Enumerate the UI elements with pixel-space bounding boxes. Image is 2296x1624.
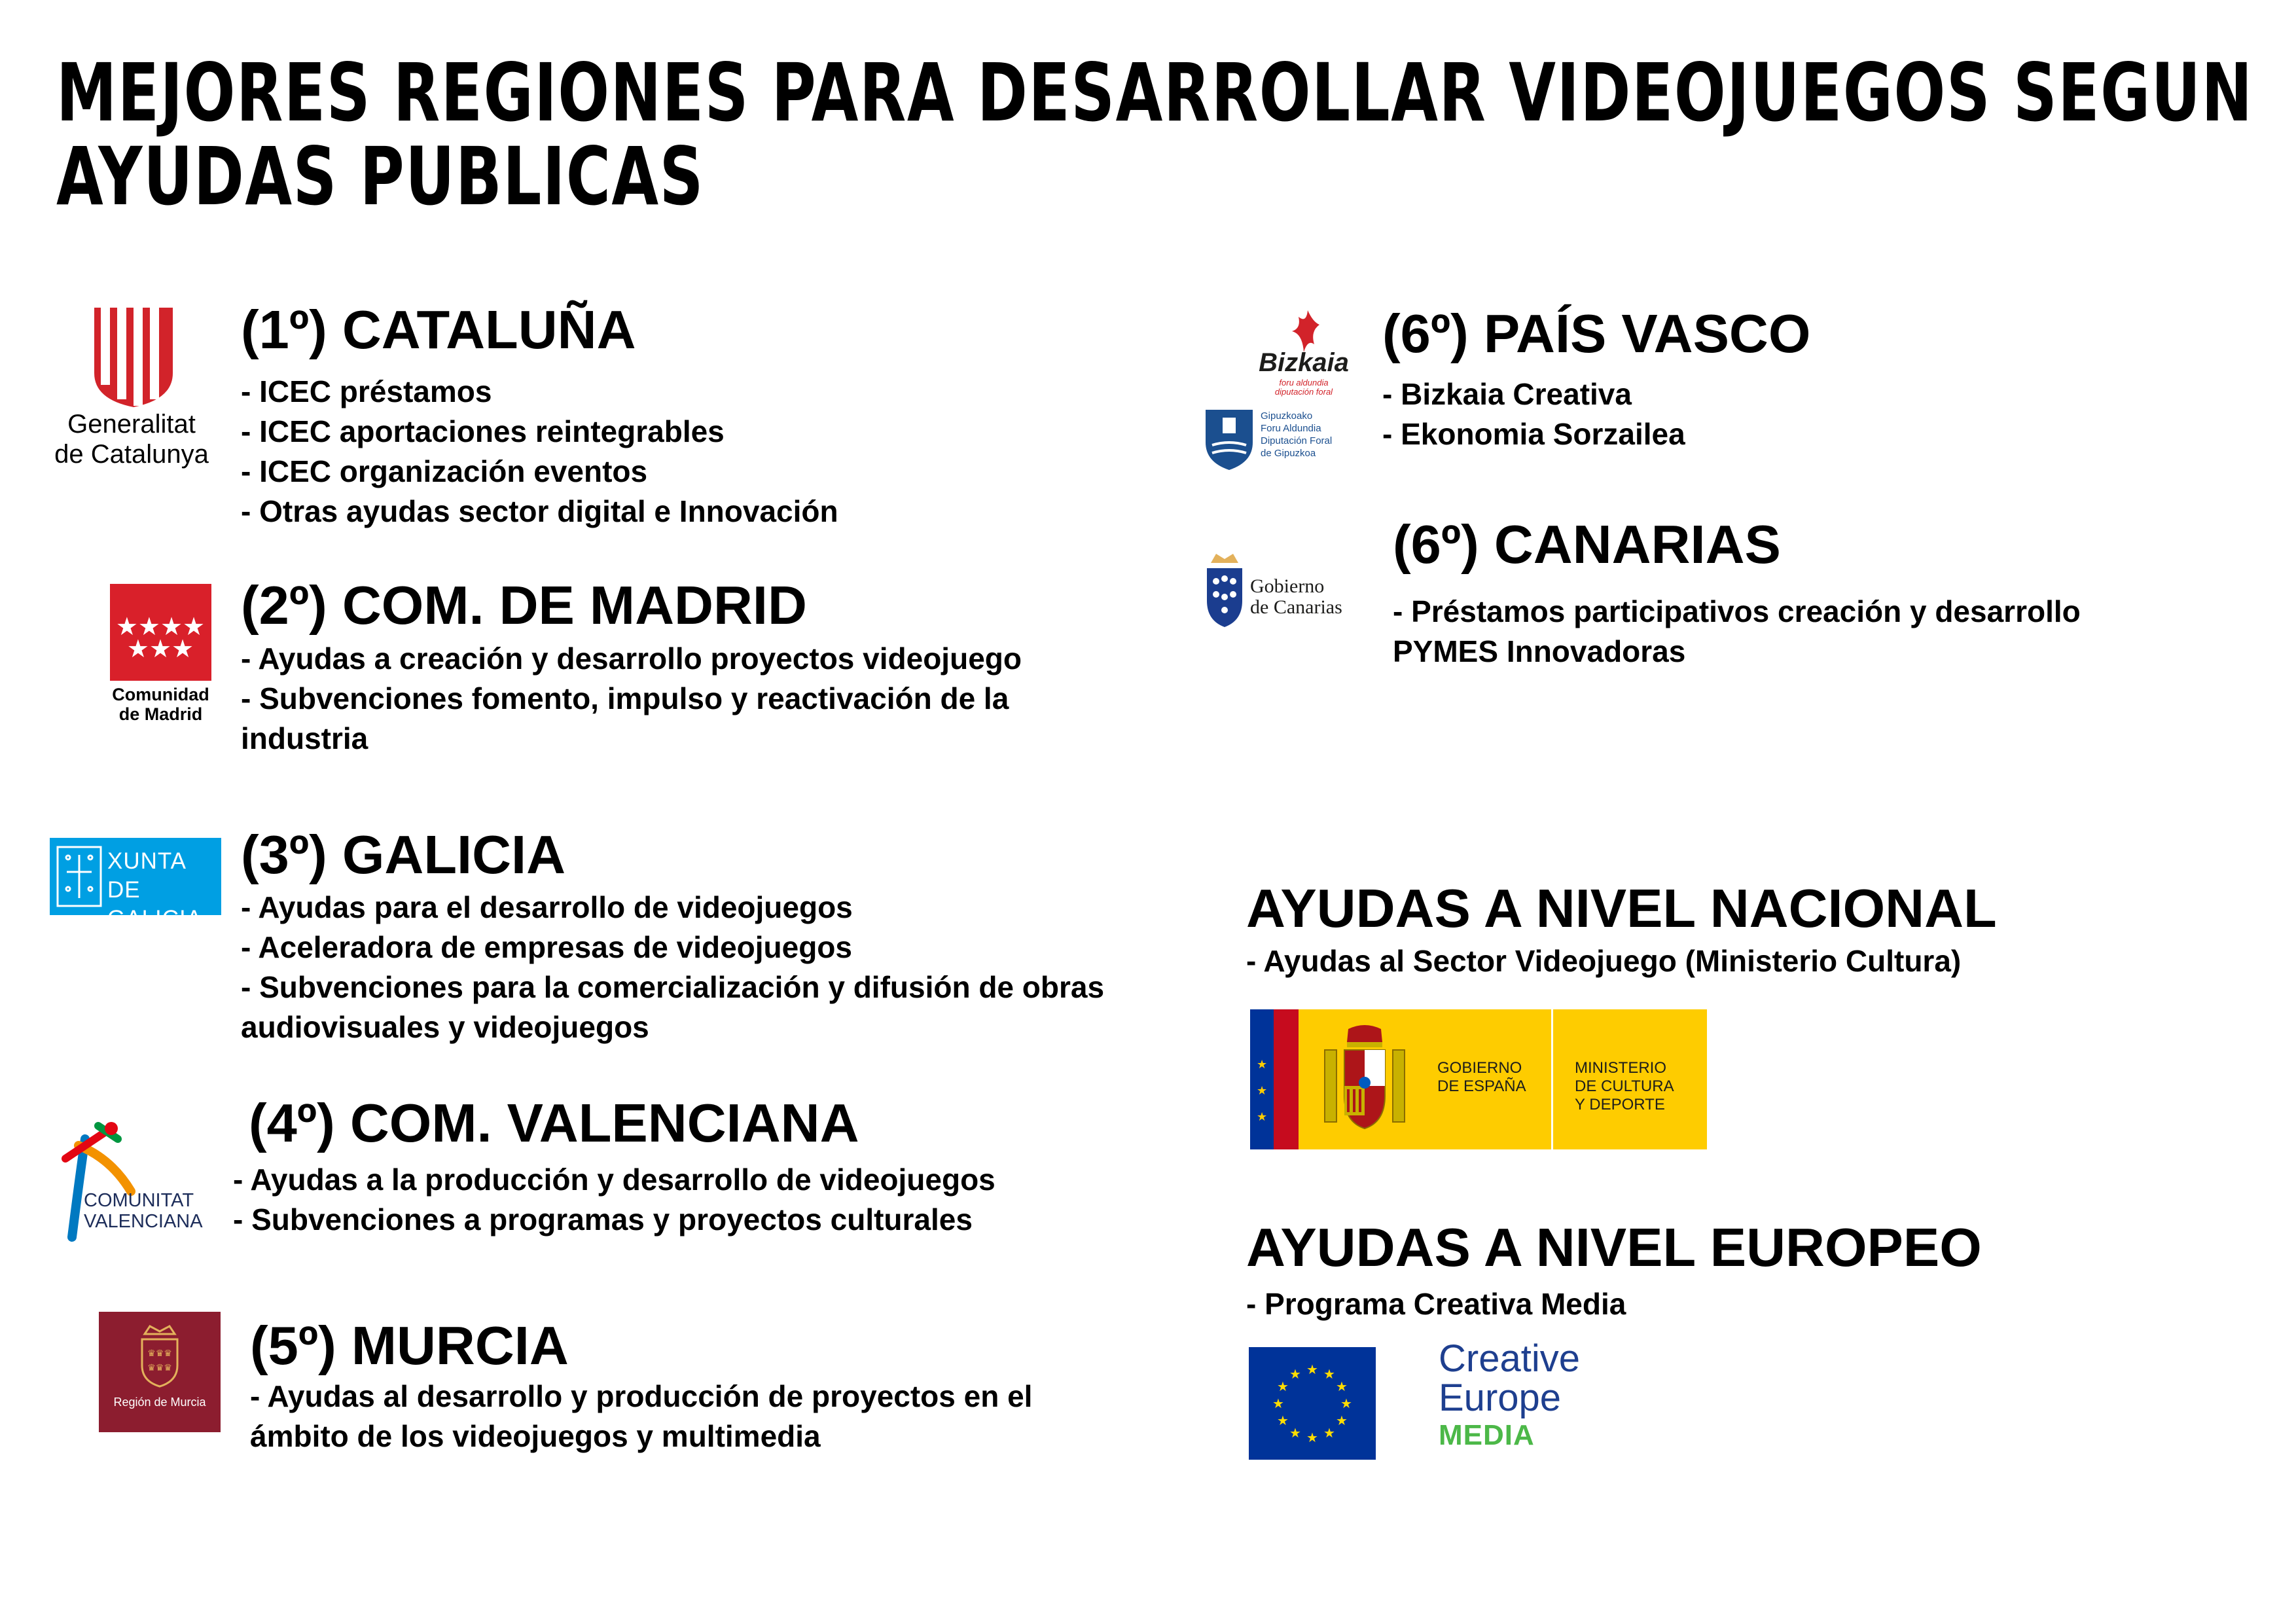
- eu-star: ★: [1289, 1425, 1301, 1441]
- canarias-logo-line-2: de Canarias: [1250, 596, 1342, 618]
- list-item: - ICEC aportaciones reintegrables: [241, 414, 725, 448]
- galicia-logo: [50, 838, 221, 931]
- list-item: - Ayudas al Sector Videojuego (Ministerio Cultura): [1246, 944, 1962, 978]
- region-items-murcia: [250, 1377, 1127, 1456]
- spain-flag-stripe: [1250, 1009, 1274, 1149]
- region-items-pais-vasco: [1382, 374, 2037, 454]
- murcia-logo-text: Región de Murcia: [113, 1396, 206, 1409]
- bizkaia-logo-sub-1: foru aldundia: [1279, 378, 1329, 388]
- bizkaia-leaf-icon: [1284, 308, 1323, 353]
- eu-star: ★: [1336, 1413, 1348, 1428]
- gipuzkoa-logo-line-2: Foru Aldundia: [1261, 423, 1321, 434]
- svg-text:♛♛♛: ♛♛♛: [147, 1348, 172, 1359]
- region-title-galicia: (3º) GALICIA: [241, 824, 566, 885]
- eu-star: ★: [1336, 1379, 1348, 1394]
- valenciana-logo: [59, 1119, 216, 1244]
- eu-star: ★: [1277, 1413, 1289, 1428]
- list-item: - ICEC préstamos: [241, 374, 492, 408]
- list-item: - ICEC organización eventos: [241, 454, 648, 488]
- svg-text:★★★★: ★★★★: [115, 612, 206, 641]
- region-title-canarias: (6º) CANARIAS: [1393, 514, 1781, 575]
- section-title-europeo: AYUDAS A NIVEL EUROPEO: [1246, 1217, 1982, 1278]
- madrid-logo-line-2: de Madrid: [118, 704, 203, 724]
- list-item: - Subvenciones fomento, impulso y reactivación de la industria: [241, 681, 1009, 755]
- valenciana-logo-line-1: COMUNITAT: [84, 1190, 194, 1211]
- gipuzkoa-shield-icon: [1203, 406, 1255, 471]
- madrid-logo-line-1: Comunidad: [112, 685, 209, 704]
- galicia-logo-line-2: DE GALICIA: [107, 877, 203, 931]
- creative-europe-logo: [1439, 1339, 1580, 1453]
- list-item: - Subvenciones para la comercialización y difusión de obras audiovisuales y videojuegos: [241, 970, 1105, 1044]
- valenciana-logo-line-2: VALENCIANA: [84, 1211, 203, 1232]
- eu-star: ★: [1323, 1425, 1335, 1441]
- svg-text:★: ★: [1257, 1058, 1268, 1072]
- bizkaia-logo-sub-2: diputación foral: [1274, 387, 1333, 397]
- eu-star: ★: [1289, 1366, 1301, 1382]
- list-item: - Préstamos participativos creación y desarrollo PYMES Innovadoras: [1393, 594, 2081, 668]
- svg-text:★★★: ★★★: [126, 634, 194, 663]
- bizkaia-logo-name: Bizkaia: [1259, 348, 1349, 377]
- list-item: - Otras ayudas sector digital e Innovación: [241, 494, 838, 528]
- canarias-logo: [1203, 550, 1373, 628]
- galicia-cross-icon: [56, 846, 102, 907]
- gobierno-logo-line-2: DE ESPAÑA: [1437, 1077, 1526, 1095]
- ministerio-logo-line-1: MINISTERIO: [1575, 1059, 1667, 1077]
- section-items-europeo: [1246, 1284, 2162, 1324]
- madrid-flag-icon: [110, 584, 211, 681]
- list-item: - Subvenciones a programas y proyectos culturales: [233, 1202, 973, 1236]
- list-item: - Ayudas para el desarrollo de videojuegos: [241, 890, 853, 924]
- svg-text:★: ★: [1257, 1084, 1268, 1098]
- galicia-logo-line-1: XUNTA: [107, 848, 187, 874]
- list-item: - Ekonomia Sorzailea: [1382, 417, 1685, 451]
- eu-star: ★: [1306, 1430, 1318, 1445]
- region-title-madrid: (2º) COM. DE MADRID: [241, 575, 807, 636]
- region-title-murcia: (5º) MURCIA: [250, 1315, 569, 1376]
- section-items-nacional: [1246, 941, 2162, 981]
- murcia-logo: [99, 1312, 221, 1432]
- bizkaia-logo: [1251, 308, 1356, 399]
- eu-star: ★: [1323, 1366, 1335, 1382]
- catalunya-logo-line-1: Generalitat: [67, 410, 196, 439]
- page-title-line-1: MEJORES REGIONES PARA DESARROLLAR VIDEOJUEGOS SEGUN: [56, 46, 2253, 139]
- eu-star: ★: [1306, 1362, 1318, 1377]
- list-item: - Ayudas a creación y desarrollo proyectos videojuego: [241, 641, 1022, 676]
- region-items-madrid: [241, 639, 1118, 759]
- page-title: [56, 46, 2253, 223]
- page-title-line-2: AYUDAS PUBLICAS: [56, 130, 704, 223]
- list-item: - Bizkaia Creativa: [1382, 377, 1632, 411]
- region-title-valenciana: (4º) COM. VALENCIANA: [249, 1092, 859, 1153]
- ministerio-logo-line-2: DE CULTURA: [1575, 1077, 1674, 1095]
- media-wordmark: MEDIA: [1439, 1419, 1535, 1451]
- eu-star: ★: [1272, 1396, 1284, 1411]
- region-title-catalunya: (1º) CATALUÑA: [241, 299, 636, 360]
- gobierno-espana-logo: [1250, 1009, 1707, 1149]
- catalunya-logo: [37, 288, 226, 481]
- eu-flag-icon: [1249, 1347, 1376, 1460]
- catalunya-logo-line-2: de Catalunya: [54, 440, 209, 469]
- madrid-logo: [110, 584, 211, 731]
- region-items-galicia: [241, 888, 1118, 1047]
- gipuzkoa-logo: [1203, 406, 1354, 471]
- ministerio-logo-line-3: Y DEPORTE: [1575, 1096, 1665, 1113]
- svg-text:♛♛♛: ♛♛♛: [147, 1363, 172, 1373]
- spain-coat-of-arms-icon: [1322, 1024, 1407, 1135]
- murcia-crest-icon: [137, 1324, 183, 1389]
- region-items-valenciana: [233, 1160, 1110, 1240]
- svg-text:★: ★: [1257, 1110, 1268, 1124]
- gipuzkoa-logo-line-3: Diputación Foral: [1261, 435, 1333, 446]
- list-item: - Programa Creativa Media: [1246, 1287, 1626, 1321]
- section-title-nacional: AYUDAS A NIVEL NACIONAL: [1246, 878, 1997, 939]
- creative-europe-line-1: Creative: [1439, 1337, 1580, 1380]
- gipuzkoa-logo-line-1: Gipuzkoako: [1261, 410, 1313, 422]
- gipuzkoa-logo-line-4: de Gipuzkoa: [1261, 448, 1316, 459]
- creative-europe-line-2: Europe: [1439, 1377, 1562, 1419]
- canarias-logo-line-1: Gobierno: [1250, 575, 1325, 597]
- region-items-catalunya: [241, 372, 1157, 532]
- list-item: - Ayudas al desarrollo y producción de proyectos en el ámbito de los videojuegos y multimedia: [250, 1379, 1033, 1453]
- region-title-pais-vasco: (6º) PAÍS VASCO: [1382, 303, 1811, 364]
- canarias-shield-icon: [1203, 550, 1246, 628]
- list-item: - Ayudas a la producción y desarrollo de videojuegos: [233, 1163, 996, 1197]
- logo-divider: [1551, 1009, 1553, 1149]
- gobierno-logo-line-1: GOBIERNO: [1437, 1059, 1522, 1077]
- region-items-canarias: [1393, 592, 2191, 672]
- list-item: - Aceleradora de empresas de videojuegos: [241, 930, 852, 964]
- eu-star: ★: [1340, 1396, 1352, 1411]
- eu-star: ★: [1277, 1379, 1289, 1394]
